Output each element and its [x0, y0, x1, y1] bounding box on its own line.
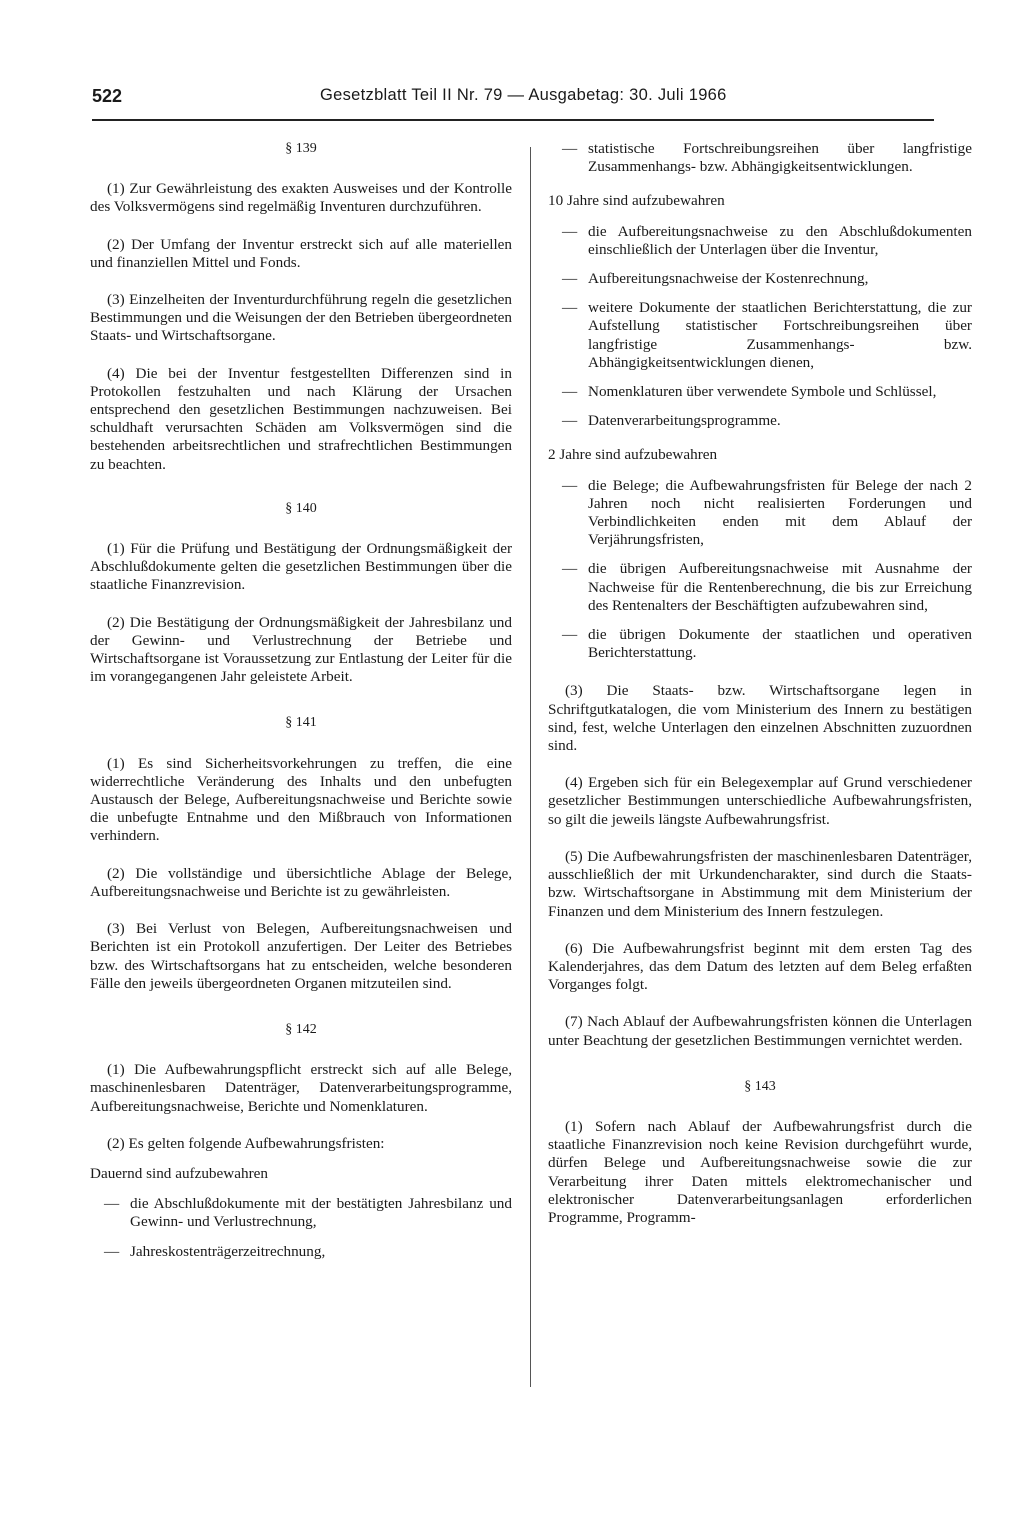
list-item-text: Datenverarbeitungsprogramme.: [588, 412, 781, 430]
dash: —: [562, 270, 578, 288]
page-number: 522: [92, 86, 123, 106]
dash: —: [562, 299, 578, 317]
list-item-text: Jahreskostenträgerzeitrechnung,: [130, 1242, 326, 1260]
section-heading-141: § 141: [285, 715, 317, 731]
dash: —: [104, 1242, 120, 1260]
list-item-text: die Belege; die Aufbewahrungsfristen für Belege der nach 2 Jahren noch nicht realisierten Forderungen und Verbindlichkeiten enden mit dem Ablauf der Verjährungsfristen,: [588, 476, 972, 549]
list-item-text: die übrigen Dokumente der staatlichen und operativen Berichterstattung.: [588, 626, 972, 662]
list-item: [548, 299, 972, 372]
list-item-text: die Aufbereitungsnachweise zu den Abschlußdokumenten einschließlich der Unterlagen über die Inventur,: [588, 222, 972, 258]
retention-label-2-jahre: 2 Jahre sind aufzubewahren: [548, 446, 718, 464]
list-item: [548, 412, 972, 430]
paragraph: (5) Die Aufbewahrungsfristen der maschinenlesbaren Datenträger, ausschließlich der mit Urkundencharakter, sind durch die Staats- bzw. Wirtschaftsorgane in Abstimmung mit dem Ministerium der Finanzen und dem Ministerium des Innern festzulegen.: [548, 847, 972, 920]
dash: —: [562, 140, 578, 157]
section-heading-140: § 140: [285, 500, 317, 516]
dash: —: [562, 476, 578, 494]
paragraph: (1) Zur Gewährleistung des exakten Ausweises und der Kontrolle des Volksvermögens sind regelmäßig Inventuren durchzuführen.: [90, 180, 512, 216]
section-heading-142: § 142: [285, 1021, 317, 1037]
list-item: [548, 626, 972, 662]
header-rule: [92, 119, 934, 121]
running-title: Gesetzblatt Teil II Nr. 79 — Ausgabetag: 30. Juli 1966: [320, 86, 727, 104]
list-item-text: Nomenklaturen über verwendete Symbole und Schlüssel,: [588, 383, 937, 401]
left-column: [90, 140, 512, 1272]
list-item-text: Aufbereitungsnachweise der Kostenrechnung,: [588, 270, 869, 288]
paragraph: (1) Für die Prüfung und Bestätigung der Ordnungsmäßigkeit der Abschlußdokumente gelten die gesetzlichen Bestimmungen über die staatliche Finanzrevision.: [90, 540, 512, 594]
list-item: [90, 1195, 512, 1231]
paragraph: (2) Die Bestätigung der Ordnungsmäßigkeit der Jahresbilanz und der Gewinn- und Verlustrechnung der Betriebe und Wirtschaftsorgane ist Voraussetzung zur Entlastung der Leiter für die im vorangegangenen Jahr geleistete Arbeit.: [90, 613, 512, 686]
list-item-text: statistische Fortschreibungsreihen über langfristige Zusammenhangs- bzw. Abhängigkeitsentwicklungen.: [588, 140, 972, 176]
list-item-text: weitere Dokumente der staatlichen Berichterstattung, die zur Aufstellung statistischer Fortschreibungsreihen über langfristige Zusammenhangs- bzw. Abhängigkeitsentwicklungen dienen,: [588, 299, 972, 371]
retention-label-10-jahre: 10 Jahre sind aufzubewahren: [548, 192, 725, 210]
paragraph: (2) Der Umfang der Inventur erstreckt sich auf alle materiellen und finanziellen Mittel und Fonds.: [90, 235, 512, 271]
dash: —: [562, 412, 578, 430]
dash: —: [562, 626, 578, 644]
paragraph: (2) Es gelten folgende Aufbewahrungsfristen:: [107, 1134, 385, 1152]
dash: —: [562, 560, 578, 578]
paragraph: (6) Die Aufbewahrungsfrist beginnt mit dem ersten Tag des Kalenderjahres, das dem Datum des letzten auf dem Beleg erfaßten Vorganges folgt.: [548, 939, 972, 994]
section-heading-143: § 143: [744, 1078, 776, 1094]
paragraph: (1) Sofern nach Ablauf der Aufbewahrungsfrist durch die staatliche Finanzrevision noch keine Revision durchgeführt wurde, dürfen Belege und Aufbereitungsnachweise sowie die zur Verarbeitung ihrer Daten mittels elektromechanischer und elektronischer Datenverarbeitungsanlagen erforderlichen Programme, Programm-: [548, 1117, 972, 1226]
list-item: [548, 140, 972, 176]
paragraph: (2) Die vollständige und übersichtliche Ablage der Belege, Aufbereitungsnachweise und Berichte ist zu gewährleisten.: [90, 864, 512, 900]
column-divider: [530, 147, 531, 1387]
paragraph: (4) Ergeben sich für ein Belegexemplar auf Grund verschiedener gesetzlicher Bestimmungen unterschiedliche Aufbewahrungsfristen, so gilt die jeweils längste Aufbewahrungsfrist.: [548, 774, 972, 828]
paragraph: (3) Die Staats- bzw. Wirtschaftsorgane legen in Schriftgutkatalogen, die vom Ministerium des Innern zu bestätigen sind, fest, welche Unterlagen den einzelnen Abschnitten zuzuordnen sind.: [548, 682, 972, 755]
right-column: [548, 140, 972, 1246]
dash: —: [104, 1195, 120, 1213]
list-item-text: die Abschlußdokumente mit der bestätigten Jahresbilanz und Gewinn- und Verlustrechnung,: [130, 1195, 512, 1231]
retention-label-dauernd: Dauernd sind aufzubewahren: [90, 1164, 268, 1182]
list-item: [548, 270, 972, 288]
paragraph: (1) Die Aufbewahrungspflicht erstreckt sich auf alle Belege, maschinenlesbaren Datenträger, Datenverarbeitungsprogramme, Aufbereitungsnachweise, Berichte und Nomenklaturen.: [90, 1061, 512, 1115]
list-item-text: die übrigen Aufbereitungsnachweise mit Ausnahme der Nachweise für die Rentenberechnung, die bis zur Erreichung des Rentenalters der Beschäftigten aufzubewahren sind,: [588, 560, 972, 614]
list-item: [548, 223, 972, 259]
dash: —: [562, 383, 578, 401]
section-heading-139: § 139: [285, 141, 317, 156]
page-header: [92, 86, 934, 110]
list-item: [548, 477, 972, 550]
paragraph: (4) Die bei der Inventur festgestellten Differenzen sind in Protokollen festzuhalten und nach Klärung der Ursachen entsprechend den gesetzlichen Bestimmungen nachzuweisen. Bei schuldhaft verursachten Schäden am Volksvermögen sind die bestehenden arbeitsrechtlichen und strafrechtlichen Bestimmungen zu beachten.: [90, 364, 512, 473]
list-item: [90, 1243, 512, 1261]
paragraph: (3) Bei Verlust von Belegen, Aufbereitungsnachweisen und Berichten ist ein Protokoll anzufertigen. Der Leiter des Betriebes bzw. des Wirtschaftsorgans hat zu entscheiden, welche besonderen Fälle den jeweils übergeordneten Organen mitzuteilen sind.: [90, 920, 512, 992]
list-item: [548, 383, 972, 401]
paragraph: (1) Es sind Sicherheitsvorkehrungen zu treffen, die eine widerrechtliche Veränderung des Inhalts und den unbefugten Austausch der Belege, Aufbereitungsnachweise und Berichte sowie die unbefugte Entnahme und den Mißbrauch von Informationen verhindern.: [90, 754, 512, 845]
list-item: [548, 560, 972, 615]
dash: —: [562, 222, 578, 240]
paragraph: (7) Nach Ablauf der Aufbewahrungsfristen können die Unterlagen unter Beachtung der gesetzlichen Bestimmungen vernichtet werden.: [548, 1013, 972, 1049]
paragraph: (3) Einzelheiten der Inventurdurchführung regeln die gesetzlichen Bestimmungen und die Weisungen der den Betrieben übergeordneten Staats- und Wirtschaftsorgane.: [90, 291, 512, 345]
